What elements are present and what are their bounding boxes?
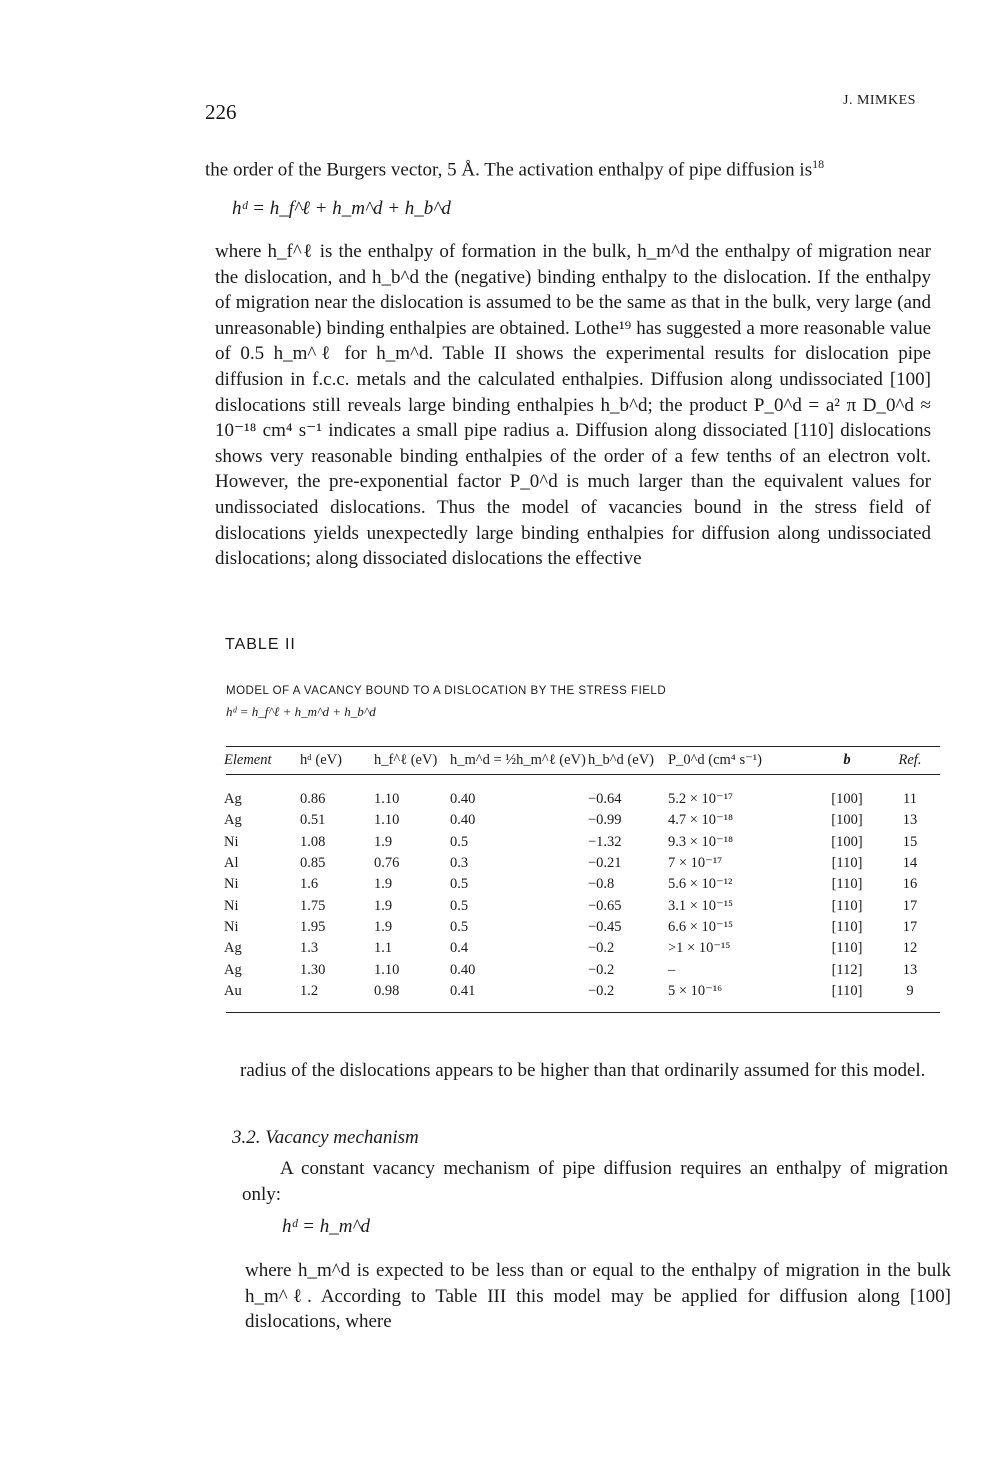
cell-hd: 1.3 <box>300 940 319 957</box>
col-header-hd: hᵈ (eV) <box>300 752 342 768</box>
cell-hf: 1.9 <box>374 876 393 893</box>
cell-p0: – <box>668 961 676 978</box>
cell-p0: 5 × 10⁻¹⁶ <box>668 982 723 999</box>
cell-hd: 1.2 <box>300 982 319 999</box>
cell-hf: 1.10 <box>374 812 400 829</box>
data-table <box>224 752 940 1002</box>
section-heading: 3.2. Vacancy mechanism <box>232 1127 419 1148</box>
cell-hm: 0.5 <box>450 876 469 893</box>
cell-hb: −0.2 <box>588 961 615 978</box>
table-formula: hᵈ = h_f^ℓ + h_m^d + h_b^d <box>226 704 376 719</box>
cell-element: Al <box>224 855 239 872</box>
paragraph-1-text: the order of the Burgers vector, 5 Å. The activation enthalpy of pipe diffusion is <box>205 159 813 181</box>
paragraph-2-text: where h_f^ℓ is the enthalpy of formation in the bulk, h_m^d the enthalpy of migration near the dislocation, and h_b^d the (negative) binding enthalpy to the dislocation. If the enthalpy of migration near the dislocation is assumed to be the same as that in the bulk, very large (and unreasonable) binding enthalpies are obtained. Lothe¹⁹ has suggested a more reasonable value of 0.5 h_m^ℓ for h_m^d. Table II shows the experimental results for dislocation pipe diffusion in f.c.c. metals and the calculated enthalpies. Diffusion along undissociated [100] dislocations still reveals large binding enthalpies h_b^d; the product P_0^d = a² π D_0^d ≈ 10⁻¹⁸ cm⁴ s⁻¹ indicates a small pipe radius a. Diffusion along dissociated [110] dislocations shows very reasonable binding enthalpies of the order of a few tenths of an electron volt. However, the pre-exponential factor P_0^d is much larger than the equivalent values for undissociated dislocations. Thus the model of vacancies bound in the stress field of dislocations yields unexpectedly large binding enthalpies for diffusion along undissociated dislocations; along dissociated dislocations the effective <box>215 241 931 570</box>
cell-b: [110] <box>831 918 863 935</box>
cell-hm: 0.3 <box>450 855 469 872</box>
col-header-p0: P_0^d (cm⁴ s⁻¹) <box>668 752 762 768</box>
cell-hm: 0.5 <box>450 833 469 850</box>
cell-ref: 14 <box>902 855 918 872</box>
col-header-element: Element <box>224 752 272 768</box>
table-bottom-rule <box>226 1012 940 1013</box>
col-header-hb: h_b^d (eV) <box>588 752 654 768</box>
table-top-rule <box>226 746 940 747</box>
cell-hb: −0.2 <box>588 940 615 957</box>
cell-hd: 1.30 <box>300 961 326 978</box>
cell-hm: 0.5 <box>450 918 469 935</box>
cell-hm: 0.40 <box>450 812 476 829</box>
cell-b: [100] <box>831 791 863 808</box>
cell-ref: 12 <box>902 940 918 957</box>
cell-hf: 0.98 <box>374 982 400 999</box>
cell-p0: >1 × 10⁻¹⁵ <box>668 940 731 957</box>
cell-p0: 9.3 × 10⁻¹⁸ <box>668 833 734 850</box>
cell-p0: 3.1 × 10⁻¹⁵ <box>668 897 734 914</box>
cell-hf: 0.76 <box>374 855 400 872</box>
cell-hd: 0.51 <box>300 812 326 829</box>
cell-b: [110] <box>831 982 863 999</box>
cell-element: Ag <box>224 940 242 957</box>
table-row <box>224 981 940 1002</box>
cell-b: [110] <box>831 876 863 893</box>
cell-hb: −0.45 <box>588 918 622 935</box>
col-header-b: b <box>843 752 851 768</box>
paragraph-4 <box>242 1156 948 1207</box>
cell-hb: −1.32 <box>588 833 622 850</box>
cell-hf: 1.10 <box>374 961 400 978</box>
cell-hm: 0.40 <box>450 791 476 808</box>
cell-b: [112] <box>831 961 863 978</box>
cell-element: Ag <box>224 961 242 978</box>
cell-hb: −0.21 <box>588 855 622 872</box>
cell-p0: 4.7 × 10⁻¹⁸ <box>668 812 734 829</box>
table-label: TABLE II <box>225 636 296 653</box>
cell-element: Ag <box>224 791 242 808</box>
cell-ref: 13 <box>902 812 918 829</box>
cell-element: Ni <box>224 876 239 893</box>
table-row <box>224 917 940 938</box>
cell-b: [110] <box>831 897 863 914</box>
cell-element: Ni <box>224 897 239 914</box>
paragraph-4-text: A constant vacancy mechanism of pipe diffusion requires an enthalpy of migration only: <box>242 1158 948 1205</box>
table-row <box>224 853 940 874</box>
cell-hm: 0.4 <box>450 940 469 957</box>
table-row <box>224 938 940 959</box>
col-header-ref: Ref. <box>898 752 922 768</box>
cell-ref: 9 <box>906 982 914 999</box>
col-header-hf: h_f^ℓ (eV) <box>374 752 438 768</box>
table-row <box>224 789 940 810</box>
cell-hb: −0.2 <box>588 982 615 999</box>
table-row <box>224 810 940 831</box>
equation-vacancy-migration: hᵈ = h_m^d <box>282 1216 370 1237</box>
equation-activation-enthalpy: hᵈ = h_f^ℓ + h_m^d + h_b^d <box>232 198 451 219</box>
running-head: J. MIMKES <box>843 93 916 108</box>
paragraph-2 <box>215 239 931 572</box>
cell-b: [100] <box>831 833 863 850</box>
cell-hd: 1.75 <box>300 897 326 914</box>
table-header-row <box>224 752 940 789</box>
cell-hf: 1.1 <box>374 940 393 957</box>
cell-hd: 1.95 <box>300 918 326 935</box>
cell-ref: 17 <box>902 918 918 935</box>
cell-ref: 16 <box>902 876 918 893</box>
table-caption: MODEL OF A VACANCY BOUND TO A DISLOCATION BY THE STRESS FIELD <box>226 685 667 697</box>
table-row <box>224 874 940 895</box>
cell-hd: 1.6 <box>300 876 319 893</box>
cell-hf: 1.9 <box>374 918 393 935</box>
cell-element: Ni <box>224 918 239 935</box>
cell-hm: 0.5 <box>450 897 469 914</box>
page-number: 226 <box>205 100 237 124</box>
cell-ref: 11 <box>903 791 917 808</box>
table-row <box>224 895 940 916</box>
cell-ref: 13 <box>902 961 918 978</box>
table-row <box>224 832 940 853</box>
cell-hb: −0.8 <box>588 876 615 893</box>
cell-hd: 1.08 <box>300 833 326 850</box>
cell-p0: 5.6 × 10⁻¹² <box>668 876 733 893</box>
cell-p0: 5.2 × 10⁻¹⁷ <box>668 791 734 808</box>
cell-b: [110] <box>831 940 863 957</box>
col-header-hm: h_m^d = ½h_m^ℓ (eV) <box>450 752 586 768</box>
table-row <box>224 959 940 980</box>
cell-hf: 1.10 <box>374 791 400 808</box>
paragraph-3-text: radius of the dislocations appears to be higher than that ordinarily assumed for this model. <box>240 1060 926 1081</box>
cell-ref: 17 <box>902 897 918 914</box>
cell-hf: 1.9 <box>374 833 393 850</box>
cell-p0: 6.6 × 10⁻¹⁵ <box>668 918 734 935</box>
cell-element: Au <box>224 982 242 999</box>
paragraph-1 <box>205 152 945 183</box>
cell-hb: −0.99 <box>588 812 622 829</box>
cell-hm: 0.40 <box>450 961 476 978</box>
cell-ref: 15 <box>902 833 918 850</box>
cell-b: [100] <box>831 812 863 829</box>
cell-element: Ni <box>224 833 239 850</box>
cell-hm: 0.41 <box>450 982 476 999</box>
cell-p0: 7 × 10⁻¹⁷ <box>668 855 723 872</box>
paragraph-5-text: where h_m^d is expected to be less than or equal to the enthalpy of migration in the bulk h_m^ℓ. According to Table III this model may be applied for diffusion along [100] dislocations, where <box>245 1260 951 1333</box>
paragraph-3 <box>240 1058 946 1084</box>
footnote-ref-18: 18 <box>812 157 825 171</box>
cell-hf: 1.9 <box>374 897 393 914</box>
cell-hd: 0.86 <box>300 791 326 808</box>
paragraph-5 <box>245 1258 951 1335</box>
cell-hb: −0.65 <box>588 897 622 914</box>
cell-element: Ag <box>224 812 242 829</box>
cell-hb: −0.64 <box>588 791 622 808</box>
cell-hd: 0.85 <box>300 855 326 872</box>
cell-b: [110] <box>831 855 863 872</box>
